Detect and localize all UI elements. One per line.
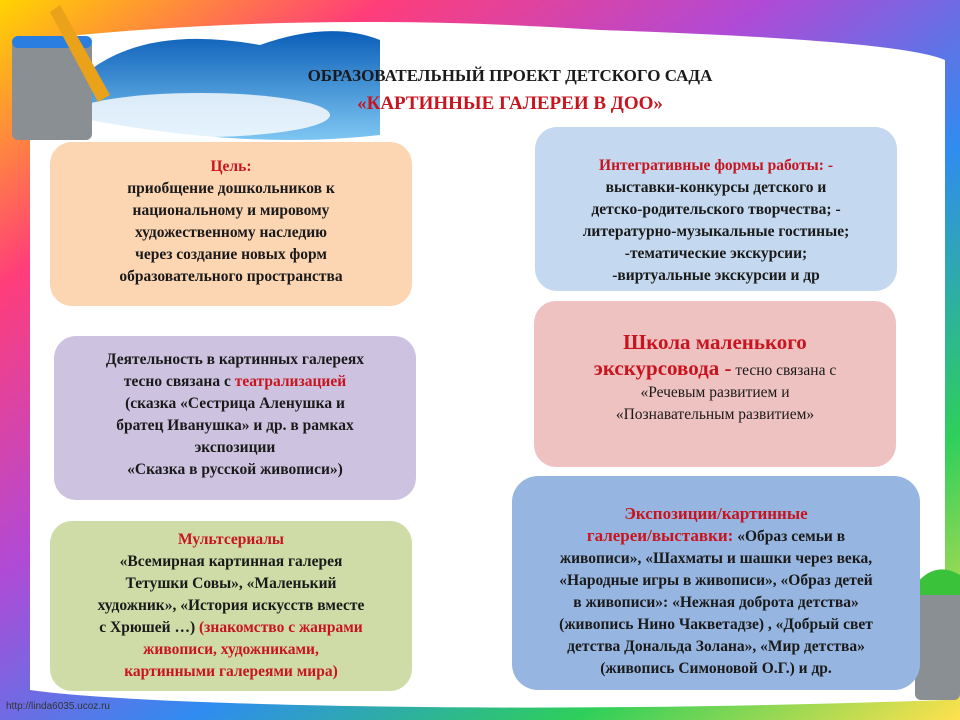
cartoons-line: «Всемирная картинная галерея [119,553,343,570]
activity-line [54,371,416,393]
expositions-line: (живопись Симоновой О.Г.) и др. [600,660,832,677]
goal-line: приобщение дошкольников к [127,180,335,197]
goal-line: национальному и мировому [132,202,330,219]
cartoons-line: Тетушки Совы», «Маленький [125,575,337,592]
project-subtitle: «КАРТИННЫЕ ГАЛЕРЕИ В ДОО» [357,93,663,114]
activity-line-text: тесно связана с [123,373,235,390]
expositions-line [512,525,920,548]
integrative-title: Интегративные формы работы: - [599,157,833,174]
school-line: «Познавательным развитием» [615,406,815,423]
cartoons-line [50,617,412,639]
cartoons-line-text: с Хрюшей …) [99,619,199,636]
source-url: http://linda6035.ucoz.ru [6,701,110,712]
school-line: «Речевым развитием и [640,384,790,401]
activity-line: Деятельность в картинных галереях [105,351,365,368]
activity-line: братец Иванушка» и др. в рамках [116,417,354,434]
integrative-line: детско-родительского творчества; - [591,201,841,218]
cartoons-title: Мультсериалы [177,531,285,548]
project-title: ОБРАЗОВАТЕЛЬНЫЙ ПРОЕКТ ДЕТСКОГО САДА [307,66,713,85]
school-title: Школа маленького [623,330,807,354]
paint-can-right [915,590,960,700]
expositions-line: в живописи»: «Нежная доброта детства» [573,594,859,611]
expositions-line-text: «Образ семьи в [733,528,846,545]
integrative-line: выставки-конкурсы детского и [605,179,827,196]
cartoons-highlight: (знакомство с жанрами [199,619,363,636]
school-line [534,355,896,382]
integrative-line: литературно-музыкальные гостиные; [582,223,850,240]
guide-school-card [534,301,896,467]
integrative-forms-card [535,127,897,291]
school-line-text: тесно связана с [731,362,837,379]
expositions-line: детства Дональда Золана», «Мир детства» [567,638,865,655]
cartoons-highlight-line: живописи, художниками, [143,641,319,658]
cartoons-highlight-line: картинными галереями мира) [124,663,338,680]
goal-line: через создание новых форм [135,246,327,263]
expositions-card [512,476,920,690]
activity-theatre-highlight: театрализацией [234,373,347,390]
integrative-line: -тематические экскурсии; [624,245,808,262]
expositions-title: Экспозиции/картинные [624,504,808,523]
expositions-line: живописи», «Шахматы и шашки через века, [559,550,873,567]
activity-line: «Сказка в русской живописи») [127,461,343,478]
activity-line: (сказка «Сестрица Аленушка и [125,395,345,412]
school-title-part: экскурсовода - [593,356,732,380]
expositions-line: «Народные игры в живописи», «Образ детей [559,572,873,589]
activity-line: экспозиции [194,439,276,456]
cartoons-line: художник», «История искусств вместе [97,597,365,614]
activity-card [54,336,416,500]
goal-card [50,142,412,306]
cartoons-card [50,521,412,691]
goal-line: художественному наследию [134,224,328,241]
goal-title: Цель: [210,158,252,175]
expositions-title-part: галереи/выставки: [586,526,734,545]
goal-line: образовательного пространства [119,268,343,285]
integrative-line: -виртуальные экскурсии и др [612,267,820,284]
expositions-line: (живопись Нино Чакветадзе) , «Добрый свет [559,616,873,633]
